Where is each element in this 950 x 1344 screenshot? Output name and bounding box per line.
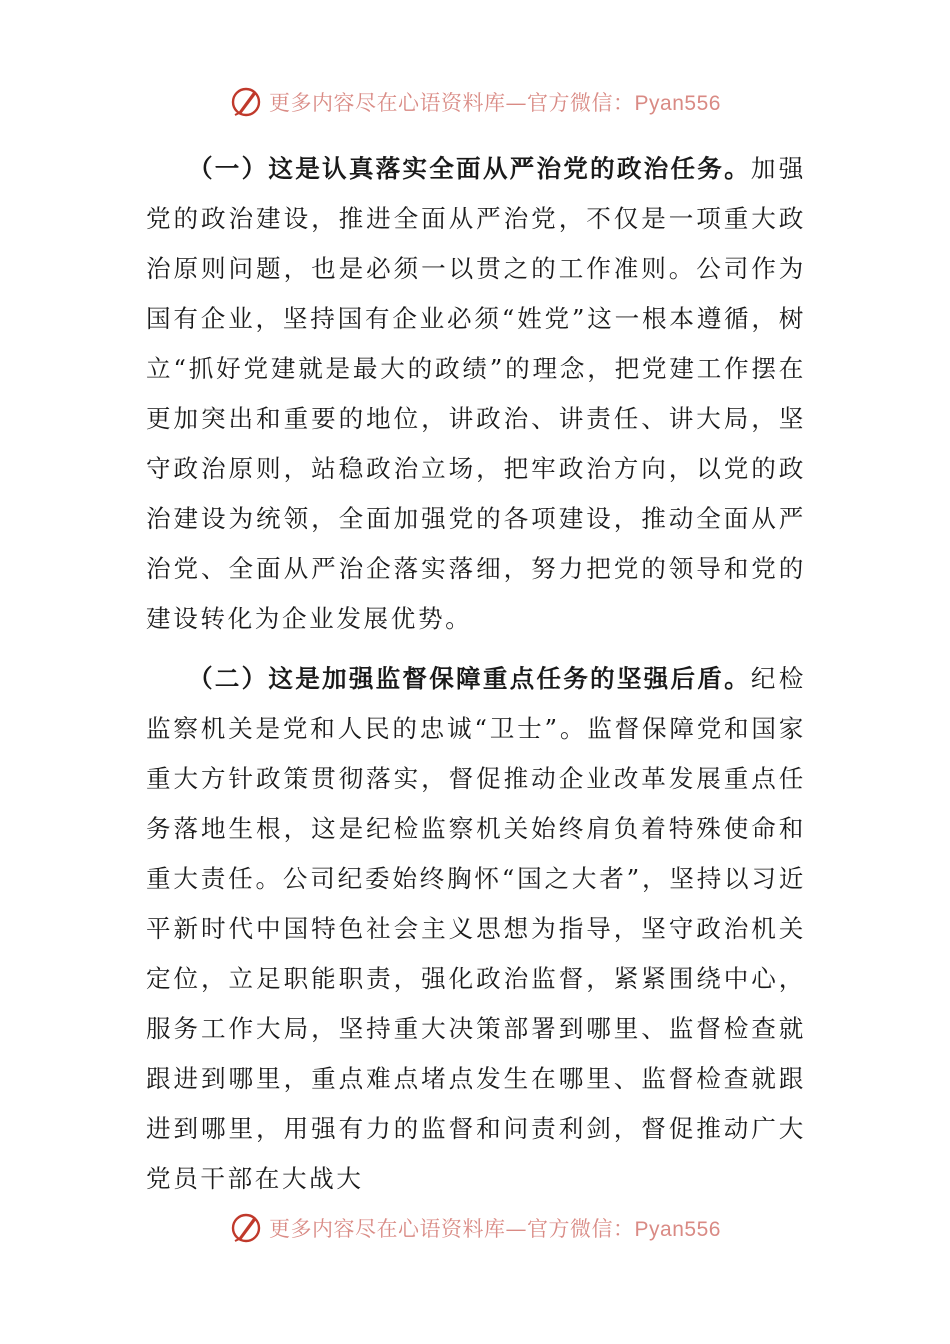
paragraph-2-heading: （二）这是加强监督保障重点任务的坚强后盾。	[188, 664, 751, 693]
footer-watermark	[0, 1208, 950, 1248]
document-body	[146, 144, 806, 1204]
paragraph-2-text: 纪检监察机关是党和人民的忠诚“卫士”。监督保障党和国家重大方针政策贯彻落实，督促推动企业改革发展重点任务落地生根，这是纪检监察机关始终肩负着特殊使命和重大责任。公司纪委始终胸怀“国之大者”，坚持以习近平新时代中国特色社会主义思想为指导，坚守政治机关定位，立足职能职责，强化政治监督，紧紧围绕中心，服务工作大局，坚持重大决策部署到哪里、监督检查就跟进到哪里，重点难点堵点发生在哪里、监督检查就跟进到哪里，用强有力的监督和问责利剑，督促推动广大党员干部在大战大	[146, 664, 806, 1193]
paragraph-2	[146, 654, 806, 1204]
watermark-text: 更多内容尽在心语资料库—官方微信：Pyan556	[269, 1217, 721, 1241]
quill-circle-icon	[229, 85, 263, 119]
quill-circle-icon	[229, 1211, 263, 1245]
paragraph-1-heading: （一）这是认真落实全面从严治党的政治任务。	[188, 154, 751, 183]
paragraph-1	[146, 144, 806, 644]
watermark-text: 更多内容尽在心语资料库—官方微信：Pyan556	[269, 91, 721, 115]
header-watermark	[0, 82, 950, 122]
paragraph-1-text: 加强党的政治建设，推进全面从严治党，不仅是一项重大政治原则问题，也是必须一以贯之的工作准则。公司作为国有企业，坚持国有企业必须“姓党”这一根本遵循，树立“抓好党建就是最大的政绩”的理念，把党建工作摆在更加突出和重要的地位，讲政治、讲责任、讲大局，坚守政治原则，站稳政治立场，把牢政治方向，以党的政治建设为统领，全面加强党的各项建设，推动全面从严治党、全面从严治企落实落细，努力把党的领导和党的建设转化为企业发展优势。	[146, 154, 806, 633]
